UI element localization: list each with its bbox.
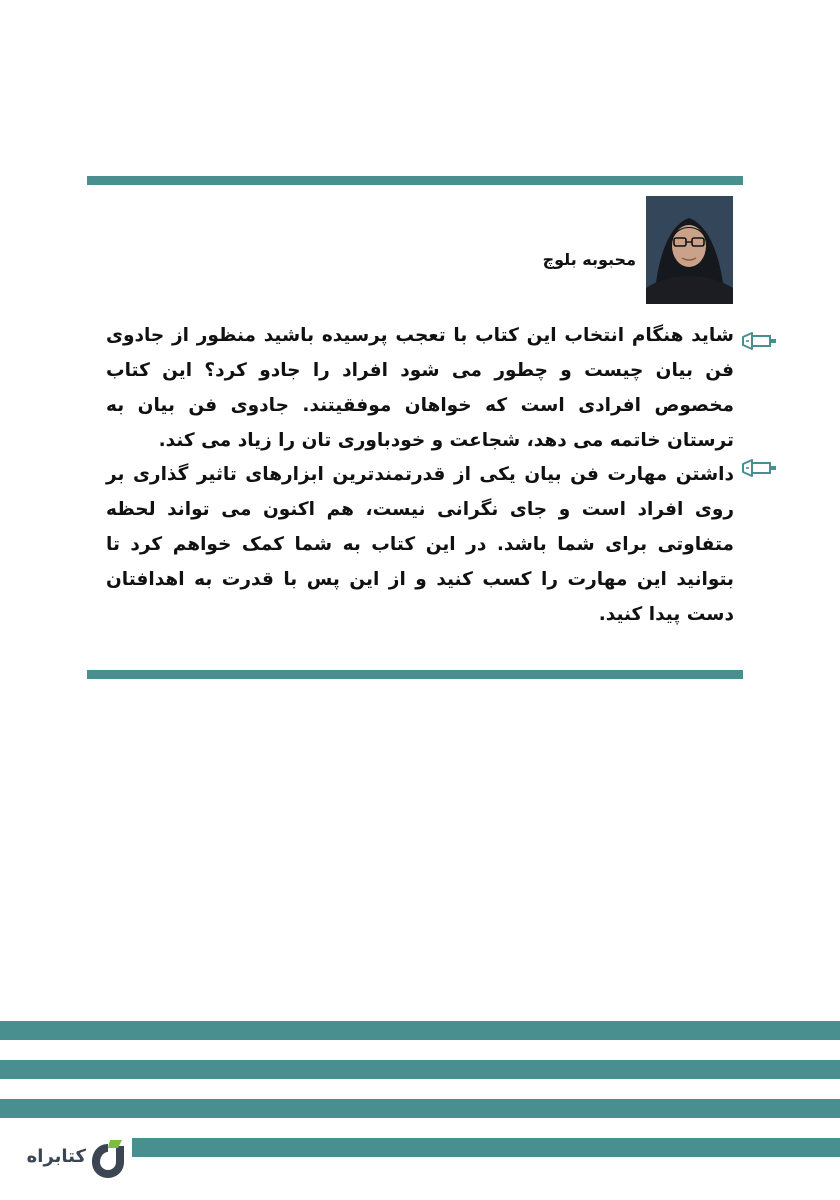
bottom-divider (87, 670, 743, 679)
megaphone-icon (741, 455, 779, 481)
author-name: محبوبه بلوچ (542, 250, 636, 269)
author-photo (646, 196, 733, 304)
logo-text: کتابراه (26, 1146, 86, 1167)
footer-stripe (0, 1021, 840, 1040)
intro-paragraph: شاید هنگام انتخاب این کتاب با تعجب پرسیده باشید منظور از جادوی فن بیان چیست و چطور می شود افراد را جادو کرد؟ این کتاب مخصوص افرادی است که خواهان موفقیتند. جادوی فن بیان به ترستان خاتمه می دهد، شجاعت و خودباوری تان را زیاد می کند. (106, 325, 734, 451)
skill-paragraph: داشتن مهارت فن بیان یکی از قدرتمندترین ابزارهای تاثیر گذاری بر روی افراد است و جای نگرانی نیست، هم اکنون می تواند لحظه متفاوتی برای شما باشد. در این کتاب به شما کمک خواهم کرد تا بتوانید این مهارت را کسب کنید و از این پس با قدرت به اهدافتان دست پیدا کنید. (106, 464, 734, 625)
footer-stripe (132, 1138, 840, 1157)
author-portrait (646, 196, 733, 304)
megaphone-icon (741, 328, 779, 354)
footer-stripe (0, 1060, 840, 1079)
publisher-logo (10, 1136, 128, 1182)
footer-stripe (0, 1099, 840, 1118)
top-divider (87, 176, 743, 185)
publisher-logo-icon (88, 1140, 128, 1180)
